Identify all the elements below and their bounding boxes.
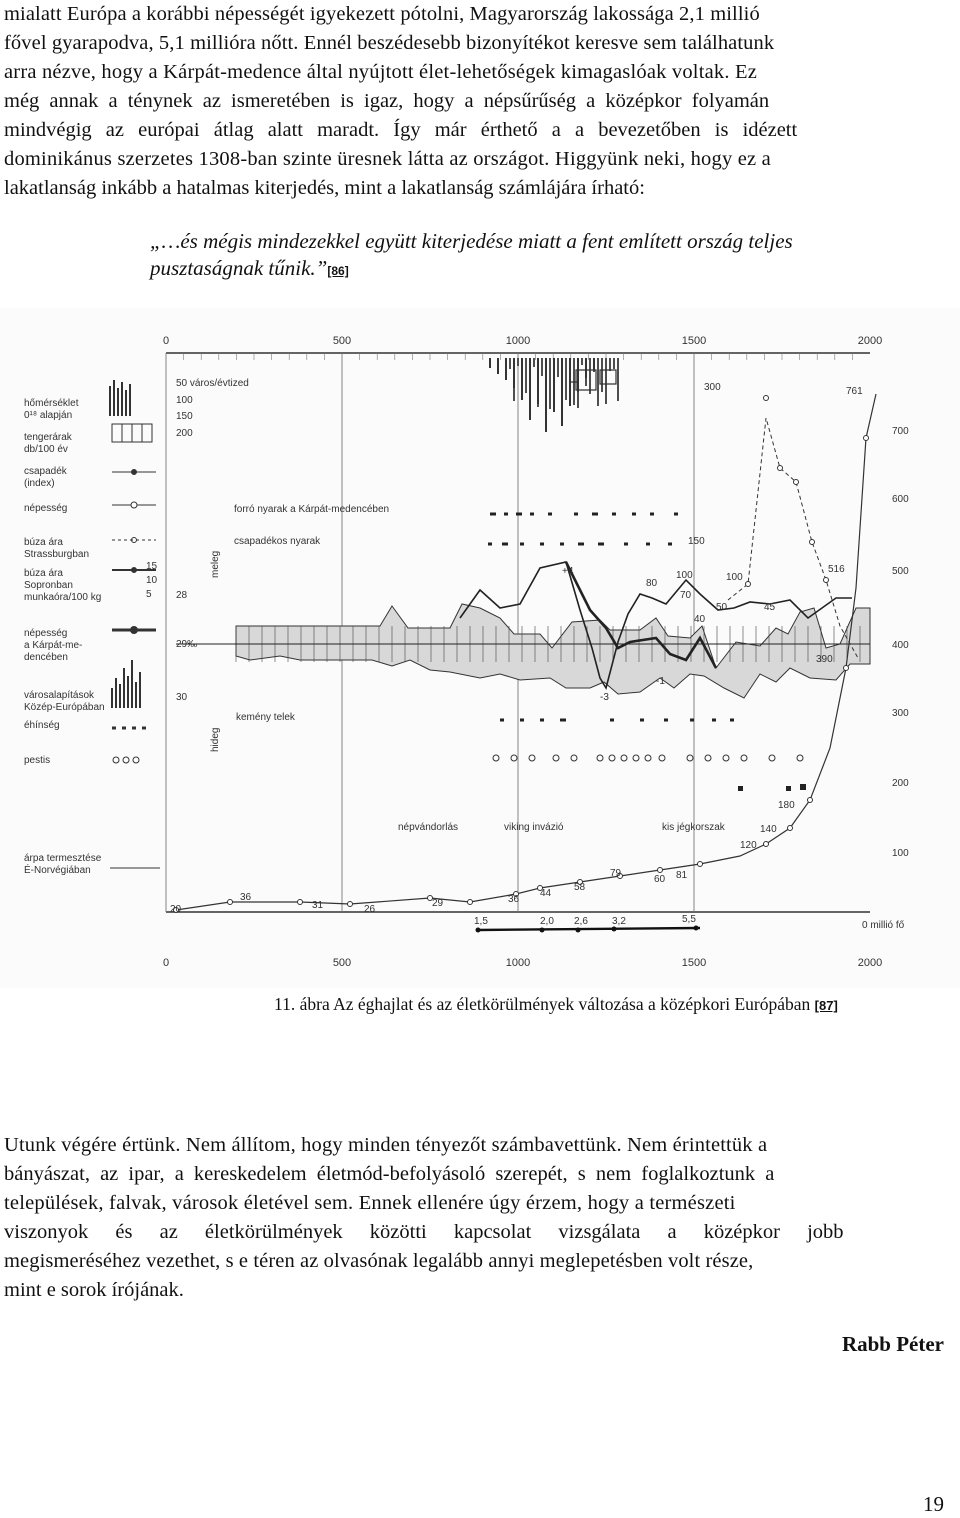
scale-label: 15 <box>146 561 158 572</box>
scale-label: 5 <box>146 589 152 600</box>
pop-label: 180 <box>778 800 795 811</box>
legend-label: népesség <box>24 628 68 639</box>
price-label: -1 <box>656 676 665 687</box>
right-axis-label: 100 <box>892 848 909 859</box>
climate-figure <box>0 308 960 988</box>
legend-label: csapadék <box>24 466 67 477</box>
legend-label: munkaóra/100 kg <box>24 592 102 603</box>
pop-label: 36 <box>508 894 520 905</box>
intro-paragraph <box>4 0 944 203</box>
top-axis-label: 500 <box>332 335 352 347</box>
pop-label: 79 <box>610 868 622 879</box>
intro-line: dominikánus szerzetes 1308-ban szinte üresnek látta az országot. Higgyünk neki, hogy ez a <box>4 148 771 170</box>
legend-label: búza ára <box>24 537 63 548</box>
legend-label: hőmérséklet <box>24 398 79 409</box>
pop-label: 26 <box>364 904 376 915</box>
legend-label: városalapítások <box>24 690 95 701</box>
bottom-axis-label: 1000 <box>505 957 531 969</box>
population-point <box>864 436 869 441</box>
page-number: 19 <box>923 1492 944 1516</box>
pop-label: 140 <box>760 824 777 835</box>
outro-line: bányászat, az ipar, a kereskedelem életmód-befolyásoló szerepét, s nem foglalkoztunk a <box>4 1163 775 1185</box>
kmedence-label: 2,0 <box>540 916 554 927</box>
legend-label: éhínség <box>24 720 60 731</box>
intro-line: mindvégig az európai átlag alatt maradt. Így már érthető a a bevezetőben is idézett <box>4 119 798 141</box>
right-axis-label: 200 <box>892 778 909 789</box>
pop-label: 516 <box>828 564 845 575</box>
price-label: 150 <box>688 536 705 547</box>
pop-label: 31 <box>312 900 324 911</box>
bottom-axis-label: 500 <box>332 957 352 969</box>
scale-label: 100 <box>176 395 193 406</box>
pop-label: 58 <box>574 882 586 893</box>
intro-line: mialatt Európa a korábbi népességét igyekezett pótolni, Magyarország lakossága 2,1 millió <box>4 3 760 25</box>
quote-line: „…és mégis mindezekkel együtt kiterjedése miatt a fent említett ország teljes <box>150 229 793 253</box>
intro-line: fővel gyarapodva, 5,1 millióra nőtt. Ennél beszédesebb bizonyítékot keresve sem találhatunk <box>4 32 775 54</box>
axis-label-meleg: meleg <box>210 550 221 578</box>
block-quote <box>150 228 944 285</box>
kmedence-label: 5,5 <box>682 914 696 925</box>
top-axis-label: 1500 <box>681 335 707 347</box>
scale-label: 200 <box>176 428 193 439</box>
legend-label: Sopronban <box>24 580 73 591</box>
top-axis-label: 2000 <box>857 335 883 347</box>
quote-text: pusztaságnak tűnik.” <box>150 256 328 280</box>
caption-reference-link[interactable]: [87] <box>814 998 838 1013</box>
reference-link[interactable]: [86] <box>327 264 349 278</box>
population-point <box>844 666 849 671</box>
population-point <box>468 900 473 905</box>
kmedence-label: 3,2 <box>612 916 626 927</box>
price-label: 300 <box>704 382 721 393</box>
price-label: 70 <box>680 590 692 601</box>
legend-label: Közép-Európában <box>24 702 105 713</box>
population-point <box>228 900 233 905</box>
annotation: csapadékos nyarak <box>234 536 321 547</box>
outro-paragraph <box>4 1131 944 1305</box>
population-point <box>808 798 813 803</box>
intro-line: még annak a ténynek az ismeretében is igaz, hogy a népsűrűség a középkor folyamán <box>4 90 770 112</box>
legend-label: db/100 év <box>24 444 68 455</box>
price-label: -3 <box>600 692 609 703</box>
top-axis-label: 1000 <box>505 335 531 347</box>
pop-label: 29 <box>432 898 444 909</box>
legend-label: 0¹⁸ alapján <box>24 410 73 421</box>
scale-label: 50 város/évtized <box>176 378 249 389</box>
population-point <box>788 826 793 831</box>
price-label: 45 <box>764 602 776 613</box>
right-axis-label: 500 <box>892 566 909 577</box>
pop-label: 81 <box>676 870 688 881</box>
outro-line: települések, falvak, városok életével sem. Ennek ellenére úgy érzem, hogy a természeti <box>4 1192 736 1214</box>
population-point <box>698 862 703 867</box>
price-label: 80 <box>646 578 658 589</box>
legend-label: tengerárak <box>24 432 72 443</box>
pop-label: 60 <box>654 874 666 885</box>
pop-label: 20 <box>170 904 182 915</box>
pop-label: 761 <box>846 386 863 397</box>
right-axis-label: 300 <box>892 708 909 719</box>
outro-line: viszonyok és az életkörülmények közötti kapcsolat vizsgálata a középkor jobb <box>4 1221 844 1243</box>
annotation: kemény telek <box>236 712 295 723</box>
scale-label: 30 <box>176 692 188 703</box>
outro-line: Utunk végére értünk. Nem állítom, hogy minden tényezőt számbavettünk. Nem érintettük a <box>4 1134 768 1156</box>
intro-line: arra nézve, hogy a Kárpát-medence által nyújtott élet-lehetőségek kimagaslóak voltak. Ez <box>4 61 758 83</box>
price-label: 100 <box>726 572 743 583</box>
pop-label: 120 <box>740 840 757 851</box>
caption-text: 11. ábra Az éghajlat és az életkörülmények változása a középkori Európában <box>274 994 811 1014</box>
climate-chart <box>0 308 960 988</box>
population-point <box>764 842 769 847</box>
legend-label: búza ára <box>24 568 63 579</box>
legend-label: Strassburgban <box>24 549 90 560</box>
pop-label: 36 <box>240 892 252 903</box>
legend-label: árpa termesztése <box>24 853 102 864</box>
population-point <box>298 900 303 905</box>
right-axis-label: 600 <box>892 494 909 505</box>
population-point <box>348 902 353 907</box>
annotation: viking invázió <box>504 822 564 833</box>
scale-label: 10 <box>146 575 158 586</box>
right-axis-label: 0 millió fő <box>862 920 905 931</box>
scale-label: 150 <box>176 411 193 422</box>
author-signature: Rabb Péter <box>841 1332 944 1356</box>
bottom-axis-label: 1500 <box>681 957 707 969</box>
intro-line: lakatlanság inkább a hatalmas kiterjedés, mint a lakatlanság számlájára írható: <box>4 177 645 199</box>
price-label: 100 <box>676 570 693 581</box>
scale-label: 28 <box>176 590 188 601</box>
legend-label: (index) <box>24 478 55 489</box>
kmedence-label: 2,6 <box>574 916 588 927</box>
pop-label: 44 <box>540 888 552 899</box>
kmedence-label: 1,5 <box>474 916 488 927</box>
right-axis-label: 700 <box>892 426 909 437</box>
quote-line-2 <box>150 255 944 285</box>
bottom-axis-label: 2000 <box>857 957 883 969</box>
price-label: 40 <box>694 614 706 625</box>
bottom-axis-label: 0 <box>162 957 170 969</box>
outro-line: mint e sorok írójának. <box>4 1279 184 1301</box>
annotation: forró nyarak a Kárpát-medencében <box>234 504 390 515</box>
legend-label: a Kárpát-me- <box>24 640 83 651</box>
top-axis-label: 0 <box>162 335 170 347</box>
pop-label: 390 <box>816 654 833 665</box>
legend-label: dencében <box>24 652 68 663</box>
figure-caption <box>274 994 838 1015</box>
axis-label-hideg: hideg <box>210 727 221 752</box>
price-label: 50 <box>716 602 728 613</box>
scale-label: 29‰ <box>176 639 198 650</box>
outro-line: megismeréséhez vezethet, s e téren az olvasónak legalább annyi meglepetésben volt része, <box>4 1250 754 1272</box>
right-axis-label: 400 <box>892 640 909 651</box>
price-label: +4 <box>562 566 574 577</box>
legend-label: népesség <box>24 503 68 514</box>
annotation: kis jégkorszak <box>662 822 725 833</box>
population-point <box>658 868 663 873</box>
legend-label: É-Norvégiában <box>24 865 91 876</box>
annotation: népvándorlás <box>398 822 459 833</box>
legend-label: pestis <box>24 755 51 766</box>
